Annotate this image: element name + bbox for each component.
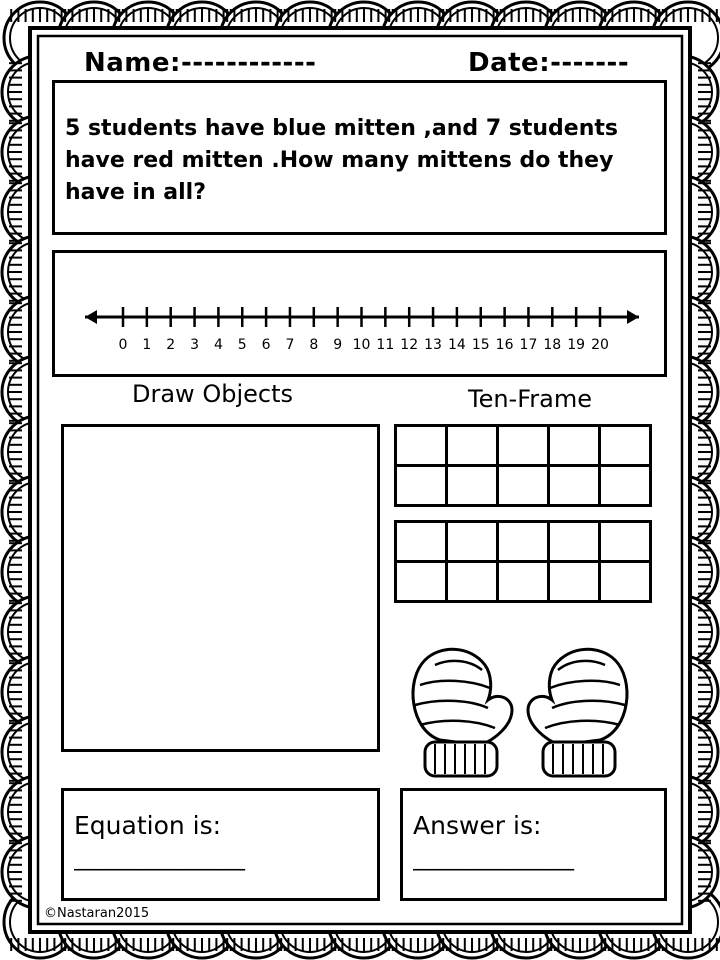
- mitten-right-icon: [528, 649, 627, 776]
- tick-label: 0: [118, 337, 128, 353]
- tick-label: 17: [519, 337, 538, 353]
- number-line: [55, 253, 664, 374]
- tick-label: 8: [309, 337, 319, 353]
- answer-line[interactable]: ________________: [413, 846, 573, 871]
- copyright-text: ©Nastaran2015: [44, 906, 150, 921]
- equation-box: [61, 788, 380, 901]
- tick-label: 7: [285, 337, 295, 353]
- tick-label: 19: [567, 337, 586, 353]
- ten-frame-cell[interactable]: [447, 562, 498, 602]
- equation-label: Equation is:: [74, 811, 222, 840]
- tick-label: 16: [495, 337, 514, 353]
- ten-frame-cell[interactable]: [396, 466, 447, 506]
- ten-frame-cell[interactable]: [498, 466, 549, 506]
- mittens-pair-icon: [400, 640, 640, 785]
- arrow-right-icon: [627, 310, 639, 324]
- draw-objects-area[interactable]: [61, 424, 380, 752]
- ten-frame-cell[interactable]: [549, 426, 600, 466]
- tick-label: 12: [400, 337, 419, 353]
- ten-frame-cell[interactable]: [549, 562, 600, 602]
- tick-label: 3: [190, 337, 200, 353]
- ten-frame-cell[interactable]: [498, 522, 549, 562]
- tick-label: 5: [237, 337, 247, 353]
- tick-label: 13: [424, 337, 442, 353]
- name-line: ------------: [180, 48, 317, 78]
- draw-objects-title: Draw Objects: [132, 380, 293, 408]
- problem-box: [52, 80, 667, 235]
- name-field: [84, 48, 316, 78]
- ten-frame-2: [394, 520, 652, 603]
- ten-frame-cell[interactable]: [396, 426, 447, 466]
- tick-label: 14: [447, 337, 466, 353]
- ten-frame-cell[interactable]: [600, 426, 651, 466]
- number-line-box: [52, 250, 667, 377]
- ten-frame-cell[interactable]: [447, 466, 498, 506]
- date-line: -------: [550, 48, 630, 78]
- tick-label: 4: [213, 337, 223, 353]
- ten-frame-cell[interactable]: [498, 426, 549, 466]
- ten-frame-cell[interactable]: [600, 466, 651, 506]
- ten-frame-cell[interactable]: [549, 522, 600, 562]
- ten-frame-cell[interactable]: [498, 562, 549, 602]
- tick-label: 9: [333, 337, 343, 353]
- ten-frame-cell[interactable]: [396, 522, 447, 562]
- date-field: [468, 48, 629, 78]
- ten-frame-cell[interactable]: [447, 522, 498, 562]
- ten-frame-cell[interactable]: [600, 522, 651, 562]
- tick-label: 11: [376, 337, 395, 353]
- tick-label: 6: [261, 337, 271, 353]
- tick-label: 20: [591, 337, 609, 353]
- answer-box: [400, 788, 667, 901]
- tick-label: 2: [166, 337, 176, 353]
- ten-frame-1: [394, 424, 652, 507]
- name-label: Name:: [84, 48, 181, 78]
- tick-label: 15: [471, 337, 490, 353]
- date-label: Date:: [468, 48, 551, 78]
- ten-frame-cell[interactable]: [396, 562, 447, 602]
- tick-label: 10: [352, 337, 371, 353]
- tick-label: 18: [543, 337, 562, 353]
- ten-frame-cell[interactable]: [447, 426, 498, 466]
- tick-label: 1: [142, 337, 152, 353]
- mitten-left-icon: [413, 649, 512, 776]
- equation-answer-line[interactable]: _________________: [74, 846, 244, 871]
- ten-frame-title: Ten-Frame: [468, 385, 592, 413]
- ten-frame-cell[interactable]: [600, 562, 651, 602]
- problem-text: 5 students have blue mitten ,and 7 students have red mitten .How many mittens do they have in all?: [65, 116, 618, 205]
- answer-label: Answer is:: [413, 811, 542, 840]
- arrow-left-icon: [85, 310, 97, 324]
- ten-frame-cell[interactable]: [549, 466, 600, 506]
